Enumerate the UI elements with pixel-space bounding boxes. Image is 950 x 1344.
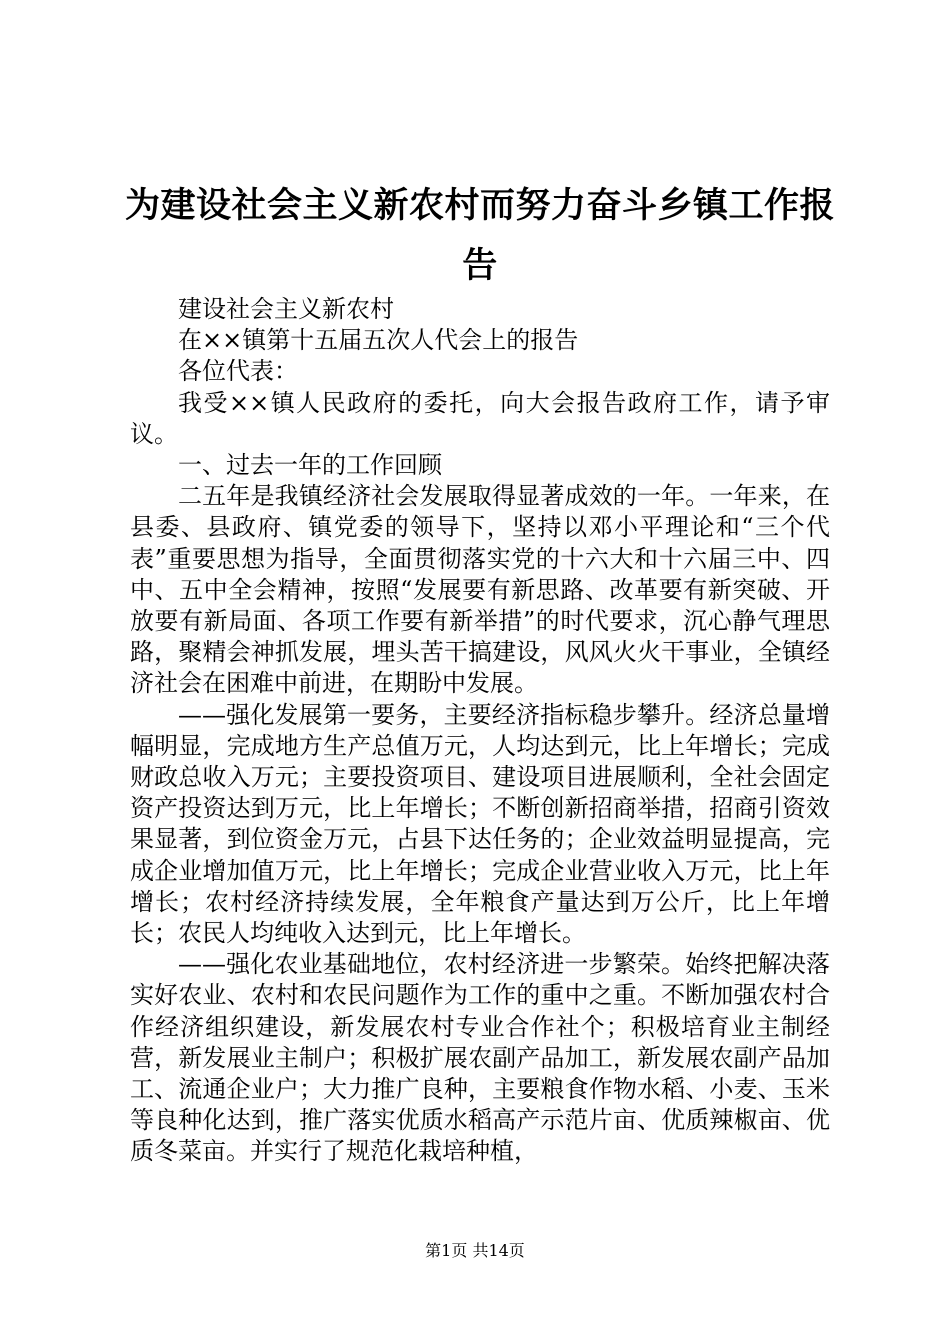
salutation: 各位代表： bbox=[178, 357, 298, 386]
intro-paragraph: 我受××镇人民政府的委托，向大会报告政府工作，请予审议。 bbox=[130, 388, 830, 448]
body-paragraph: 二五年是我镇经济社会发展取得显著成效的一年。一年来，在县委、县政府、镇党委的领导下，坚持以邓小平理论和“三个代表”重要思想为指导，全面贯彻落实党的十六大和十六届三中、四中、五中全会精神，按照“发展要有新思路、改革要有新突破、开放要有新局面、各项工作要有新举措”的时代要求，沉心静气理思路，聚精会神抓发展，埋头苦干搞建设，风风火火干事业，全镇经济社会在困难中前进，在期盼中发展。 bbox=[130, 482, 830, 698]
body-paragraph: ——强化农业基础地位，农村经济进一步繁荣。始终把解决落实好农业、农村和农民问题作为工作的重中之重。不断加强农村合作经济组织建设，新发展农村专业合作社个；积极培育业主制经营，新发展业主制户；积极扩展农副产品加工，新发展农副产品加工、流通企业户；大力推广良种，主要粮食作物水稻、小麦、玉米等良种化达到，推广落实优质水稻高产示范片亩、优质辣椒亩、优质冬菜亩。并实行了规范化栽培种植， bbox=[130, 950, 830, 1166]
report-occasion-line: 在××镇第十五届五次人代会上的报告 bbox=[178, 326, 579, 355]
section-heading: 一、过去一年的工作回顾 bbox=[178, 451, 442, 480]
body-paragraph: ——强化发展第一要务，主要经济指标稳步攀升。经济总量增幅明显，完成地方生产总值万元，人均达到元，比上年增长；完成财政总收入万元；主要投资项目、建设项目进展顺利，全社会固定资产投资达到万元，比上年增长；不断创新招商举措，招商引资效果显著，到位资金万元，占县下达任务的；企业效益明显提高，完成企业增加值万元，比上年增长；完成企业营业收入万元，比上年增长；农村经济持续发展，全年粮食产量达到万公斤，比上年增长；农民人均纯收入达到元，比上年增长。 bbox=[130, 700, 830, 948]
subtitle-line: 建设社会主义新农村 bbox=[178, 295, 394, 323]
page-number-footer: 第1页 共14页 bbox=[425, 1241, 525, 1260]
document-title: 为建设社会主义新农村而努力奋斗乡镇工作报告 bbox=[124, 186, 835, 286]
document-body bbox=[130, 294, 830, 1168]
